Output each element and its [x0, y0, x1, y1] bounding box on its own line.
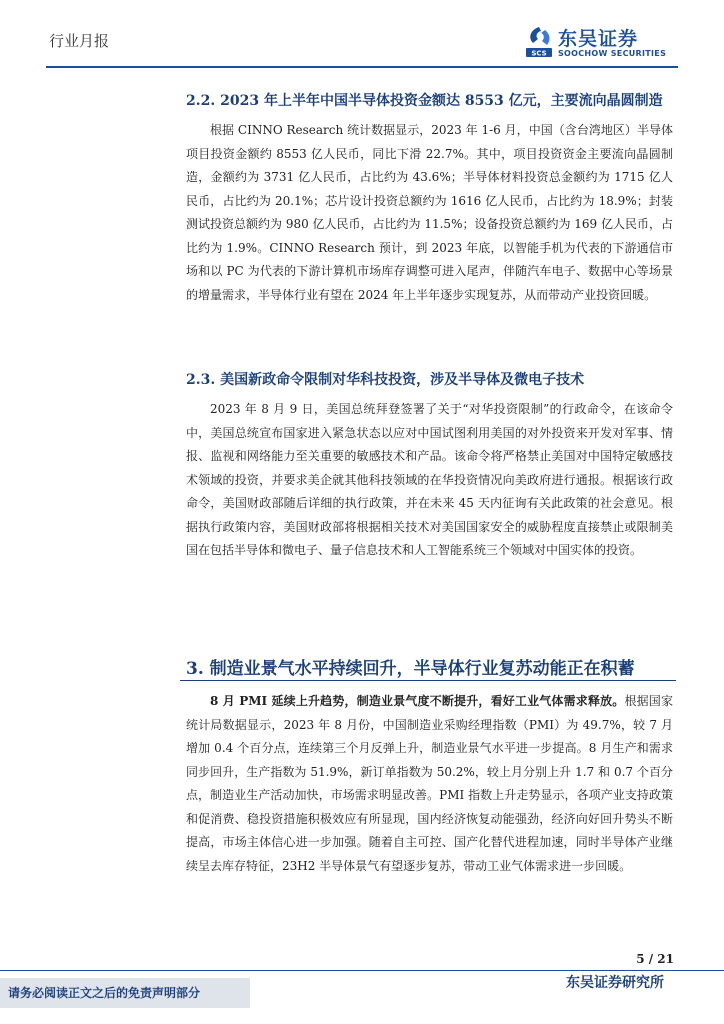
paragraph-text: 根据国家统计局数据显示，2023 年 8 月份，中国制造业采购经理指数（PMI）为 49.7%，较 7 月增加 0.4 个百分点，连续第三个月反弹上升，制造业景气水平进一步提高。8 月生产和需求同步回升，生产指数为 51.9%，新订单指数为 50.2%，较上月分别上升 1.7 和 0.7 个百分点，制造业生产活动加快，市场需求明显改善。PMI 指数上升走势显示，各项产业支持政策和促消费、稳投资措施积极效应有所显现，国内经济恢复动能强劲，经济向好回升势头不断提高，市场主体信心进一步加强。随着自主可控、国产化替代进程加速，同时半导体产业继续呈去库存特征，23H2 半导体景气有望逐步复苏，带动工业气体需求进一步回暖。	[186, 694, 673, 873]
section-body-3	[186, 690, 673, 878]
chapter-number: 3.	[186, 659, 204, 679]
section-body-2-2	[186, 119, 673, 307]
section-heading-2-3	[186, 369, 584, 389]
research-institute-name: 东吴证券研究所	[566, 975, 664, 991]
header-divider	[46, 66, 678, 68]
logo-english-name: SOOCHOW SECURITIES	[558, 49, 667, 58]
paragraph: 2023 年 8 月 9 日，美国总统拜登签署了关于“对华投资限制”的行政命令，在该命令中，美国总统宣布国家进入紧急状态以应对中国试图利用美国的对外投资来开发对军事、情报、监视和网络能力至关重要的敏感技术和产品。该命令将严格禁止美国对中国特定敏感技术领域的投资，并要求美企就其他科技领域的在华投资情况向美政府进行通报。根据该行政命令，美国财政部随后详细的执行政策，并在未来 45 天内征询有关此政策的社会意见。根据执行政策内容，美国财政部将根据相关技术对美国国家安全的威胁程度直接禁止或限制美国在包括半导体和微电子、量子信息技术和人工智能系统三个领域对中国实体的投资。	[186, 402, 673, 557]
company-logo	[524, 24, 674, 64]
section-title: 2023 年上半年中国半导体投资金额达 8553 亿元，主要流向晶圆制造	[220, 93, 663, 109]
footer-divider	[0, 970, 724, 971]
logo-chinese-name: 东吴证券	[558, 28, 639, 50]
disclaimer-banner	[0, 978, 250, 1008]
report-type-label: 行业月报	[49, 32, 110, 50]
chapter-underline	[180, 680, 676, 681]
section-body-2-3	[186, 398, 673, 563]
paragraph: 根据 CINNO Research 统计数据显示，2023 年 1-6 月，中国（含台湾地区）半导体项目投资金额约 8553 亿人民币，同比下滑 22.7%。其中，项目投资资金主要流向晶圆制造，金额约为 3731 亿人民币，占比约为 43.6%；半导体材料投资总金额约为 1715 亿人民币，占比约为 20.1%；芯片设计投资总额约为 1616 亿人民币，占比约为 18.9%；封装测试投资总额约为 980 亿人民币，占比约为 11.5%；设备投资总额约为 169 亿人民币，占比约为 1.9%。CINNO Research 预计，到 2023 年底，以智能手机为代表的下游通信市场和以 PC 为代表的下游计算机市场库存调整可进入尾声，伴随汽车电子、数据中心等场景的增量需求，半导体行业有望在 2024 年上半年逐步实现复苏，从而带动产业投资回暖。	[186, 123, 674, 302]
chapter-title: 制造业景气水平持续回升，半导体行业复苏动能正在积蓄	[209, 659, 635, 679]
section-title: 美国新政命令限制对华科技投资，涉及半导体及微电子技术	[220, 372, 585, 388]
disclaimer-text: 请务必阅读正文之后的免责声明部分	[8, 986, 201, 1000]
section-heading-2-2	[186, 90, 663, 110]
logo-badge: SCS	[531, 49, 547, 58]
soochow-logo-icon	[524, 26, 554, 60]
section-number: 2.3.	[186, 372, 216, 388]
section-number: 2.2.	[186, 93, 216, 109]
lead-sentence: 8 月 PMI 延续上升趋势，制造业景气度不断提升，看好工业气体需求释放。	[210, 694, 625, 708]
paragraph	[186, 690, 673, 878]
chapter-heading-3	[186, 654, 635, 679]
page-number: 5 / 21	[636, 952, 674, 966]
